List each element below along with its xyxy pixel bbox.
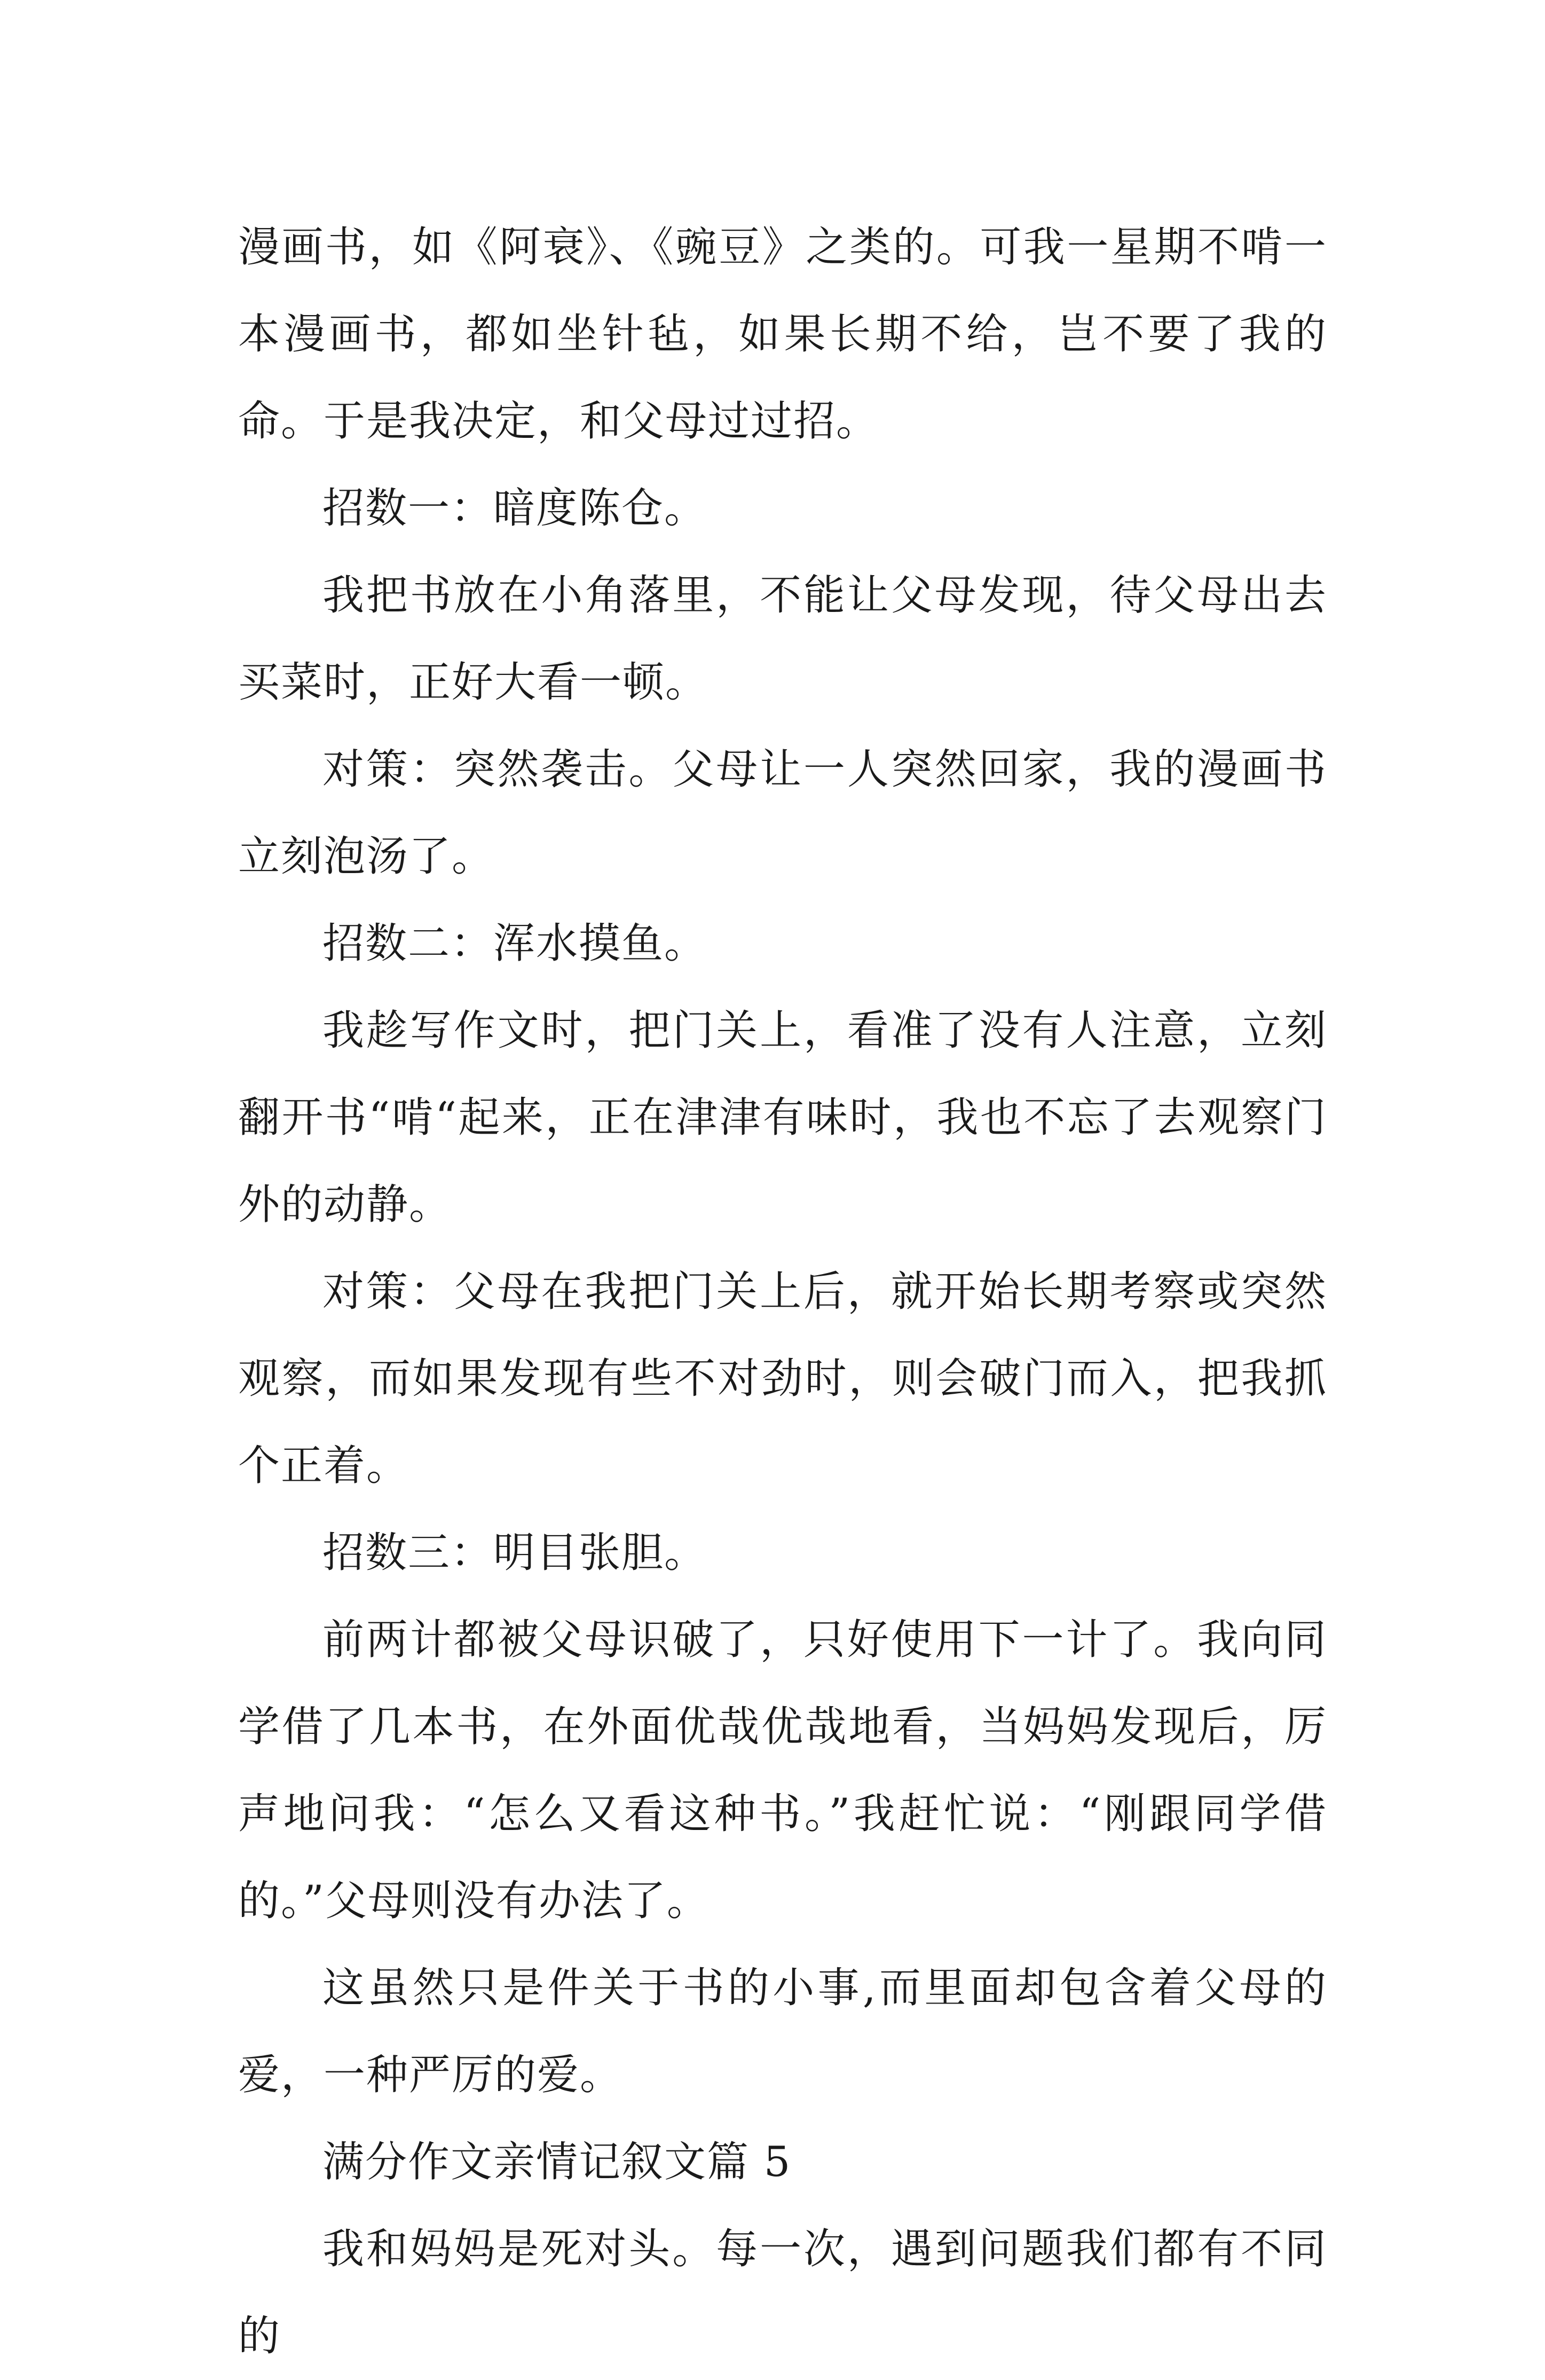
paragraph: 我趁写作文时，把门关上，看准了没有人注意，立刻翻开书“啃“起来，正在津津有味时，我也不忘了去观察门外的动静。 [238,1007,1327,1229]
paragraph: 对策：突然袭击。父母让一人突然回家，我的漫画书立刻泡汤了。 [238,745,1327,881]
paragraph: 我把书放在小角落里，不能让父母发现，待父母出去买菜时，正好大看一顿。 [238,571,1327,706]
article-body [238,204,1327,2380]
paragraph: 招数一：暗度陈仓。 [322,484,707,532]
paragraph: 漫画书，如《阿衰》、《豌豆》之类的。可我一星期不啃一本漫画书，都如坐针毡，如果长期不给，岂不要了我的命。于是我决定，和父母过过招。 [238,223,1327,445]
paragraph: 我和妈妈是死对头。每一次，遇到问题我们都有不同的 [238,2225,1327,2360]
paragraph: 招数三：明目张胆。 [322,1529,707,1577]
section-heading: 满分作文亲情记叙文篇 5 [322,2138,792,2186]
paragraph: 招数二：浑水摸鱼。 [322,920,707,968]
paragraph: 前两计都被父母识破了，只好使用下一计了。我向同学借了几本书，在外面优哉优哉地看，当妈妈发现后，厉声地问我：“怎么又看这种书。”我赶忙说：“刚跟同学借的。”父母则没有办法了。 [238,1616,1327,1925]
paragraph: 对策：父母在我把门关上后，就开始长期考察或突然观察，而如果发现有些不对劲时，则会破门而入，把我抓个正着。 [238,1268,1327,1490]
paragraph: 这虽然只是件关于书的小事,而里面却包含着父母的爱，一种严厉的爱。 [238,1964,1327,2099]
